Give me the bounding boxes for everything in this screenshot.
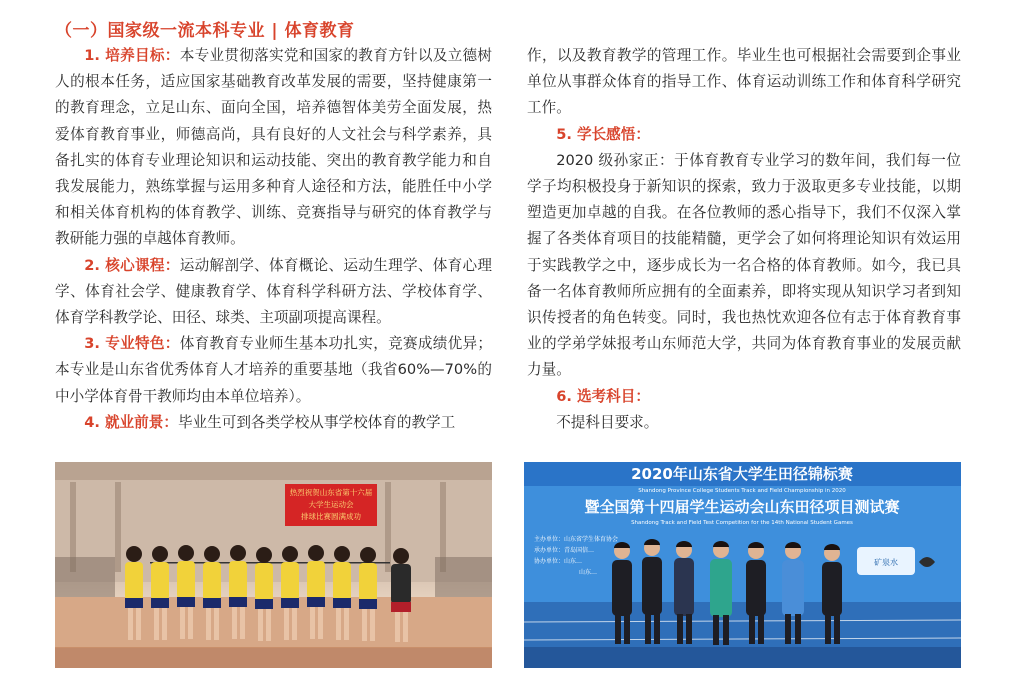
student-insight-label: 5. 学长感悟： bbox=[556, 125, 650, 143]
banner-line-3: 排球比赛圆满成功 bbox=[301, 512, 361, 521]
volleyball-team-photo bbox=[55, 462, 492, 668]
training-goal-text: 本专业贯彻落实党和国家的教育方针以及立德树人的根本任务，适应国家基础教育改革发展的需要，坚持健康第一的教育理念，立足山东、面向全国，培养德智体美劳全面发展，热爱体育教育事业，师德高尚，具有良好的人文社会与科学素养，具备扎实的体育专业理论知识和运动技能、突出的教育教学能力和自我发展能力，熟练掌握与运用多种育人途径和方法，能胜任中小学和相关体育机构的体育教学、训练、竞赛指导与研究的体育教学与教研能力强的卓越体育教师。 bbox=[55, 47, 492, 248]
right-column bbox=[527, 43, 961, 436]
backdrop-subtitle-en-2: Shandong Track and Field Test Competition for the 14th National Student Games bbox=[631, 520, 853, 526]
core-courses-paragraph bbox=[55, 253, 492, 332]
student-insight-text: 2020 级孙家正：于体育教育专业学习的数年间，我们每一位学子均积极投身于新知识的探索，致力于汲取更多专业技能，以期塑造更加卓越的自我。在各位教师的悉心指导下，我们不仅深入掌握了各类体育项目的技能精髓，更学会了如何将理论知识有效运用于实践教学之中，逐步成长为一名合格的体育教师。如今，我已具备一名体育教师所应拥有的全面素养，即将实现从知识学习者到知识传授者的角色转变。同时，我也热忱欢迎各位有志于体育教育事业的学弟学妹报考山东师范大学，共同为体育教育事业的发展贡献力量。 bbox=[527, 151, 961, 379]
organizer-line-1: 主办单位：山东省学生体育协会 bbox=[534, 536, 619, 543]
left-column bbox=[55, 43, 492, 436]
subjects-text: 不提科目要求。 bbox=[556, 413, 659, 431]
organizer-line-2: 承办单位：青岛国信… bbox=[534, 547, 595, 554]
training-goal-label: 1. 培养目标： bbox=[84, 47, 180, 64]
track-field-team-photo bbox=[524, 462, 961, 668]
features-text: 体育教育专业师生基本功扎实，竞赛成绩优异；本专业是山东省优秀体育人才培养的重要基地（我省60%—70%的中小学体育骨干教师均由本单位培养）。 bbox=[55, 335, 492, 405]
organizer-line-3: 协办单位：山东… bbox=[534, 558, 583, 565]
employment-label: 4. 就业前景： bbox=[84, 413, 178, 431]
backdrop-title-1: 2020年山东省大学生田径锦标赛 bbox=[631, 465, 853, 483]
subjects-label: 6. 选考科目： bbox=[556, 387, 650, 405]
features-paragraph bbox=[55, 331, 492, 410]
banner-line-2: 大学生运动会 bbox=[308, 500, 354, 509]
section-title: （一）国家级一流本科专业 | 体育教育 bbox=[55, 21, 355, 41]
employment-text: 毕业生可到各类学校从事学校体育的教学工 bbox=[177, 413, 456, 431]
features-label: 3. 专业特色： bbox=[84, 335, 180, 353]
backdrop-subtitle-en-1: Shandong Province College Students Track and Field Championship in 2020 bbox=[638, 488, 846, 494]
employment-paragraph bbox=[55, 410, 492, 436]
backdrop-title-2: 暨全国第十四届学生运动会山东田径项目测试赛 bbox=[584, 498, 900, 516]
sponsor-text: 矿泉水 bbox=[874, 558, 898, 567]
core-courses-label: 2. 核心课程： bbox=[84, 256, 180, 274]
organizer-line-4: 山东… bbox=[579, 569, 598, 576]
training-goal-paragraph bbox=[55, 43, 492, 253]
employment-continued: 作，以及教育教学的管理工作。毕业生也可根据社会需要到企事业单位从事群众体育的指导工作、体育运动训练工作和体育科学研究工作。 bbox=[527, 47, 961, 117]
track-field-scene bbox=[524, 462, 961, 668]
banner-line-1: 热烈祝贺山东省第十六届 bbox=[289, 488, 373, 497]
volleyball-scene bbox=[55, 462, 492, 668]
core-courses-text: 运动解剖学、体育概论、运动生理学、体育心理学、体育社会学、健康教育学、体育科学科研方法、学校体育学、体育学科教学论、田径、球类、主项副项提高课程。 bbox=[55, 256, 492, 327]
